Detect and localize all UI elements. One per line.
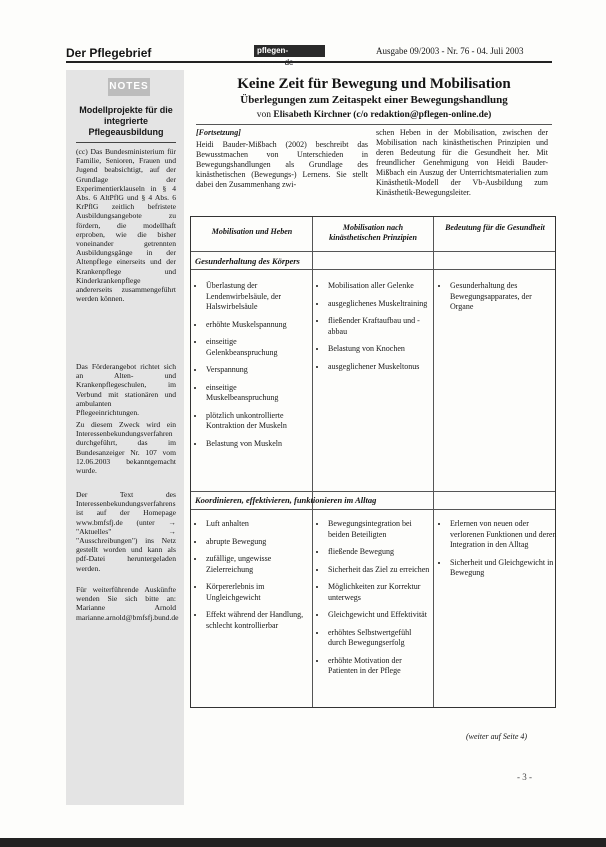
list-item: • Belastung von Muskeln	[205, 439, 309, 450]
list-item: • Körpererlebnis im Ungleichgewicht	[205, 582, 309, 603]
table-header-3: Bedeutung für die Gesundheit	[445, 223, 545, 232]
list-item: • einseitige Muskelbeanspruchung	[205, 383, 309, 404]
site-logo	[254, 45, 325, 57]
list-item: • Luft anhalten	[205, 519, 309, 530]
sidebar-paragraph-1: (cc) Das Bundesministerium für Familie, Senioren, Frauen und Jugend beabsichtigt, auf der Grundlage der Experimentierklauseln in § 4 Abs. 6 AltPflG und § 4 Abs. 6 KrPflG zeitlich befristete Ausbildungsangebote zu fördern, die modellhaft erproben, wie die bisher voneinander getrennten Ausbildungsgänge in der Altenpflege einerseits und der Krankenpflege und Kinderkrankenpflege andererseits zusammengeführt werden können.	[76, 147, 176, 304]
left-column-text: Heidi Bauder-Mißbach (2002) beschreibt das Bewusstmachen von Unterschieden in Bewegungshandlungen als Grundlage des kinästhetischen (Bewegungs-) Lernens. Sie stellt dabei den Zusammenhang zwi-	[196, 140, 368, 189]
list-item: • zufällige, ungewisse Zielerreichung	[205, 554, 309, 575]
author-name: Elisabeth Kirchner (c/o redaktion@pflegen-online.de)	[273, 110, 492, 120]
sidebar-paragraph-2: Das Förderangebot richtet sich an Alten- und Krankenpflegeschulen, im Verbund mit stationären und ambulanten Pflegeeinrichtungen.	[76, 362, 176, 418]
article-subtitle: Überlegungen zum Zeitaspekt einer Bewegungshandlung	[240, 94, 508, 106]
list-item: • Bewegungsintegration bei beiden Beteiligten	[327, 519, 431, 540]
list-item: • fließender Kraftaufbau und -abbau	[327, 316, 431, 337]
list-item: • erhöhtes Selbstwertgefühl durch Bewegungserfolg	[327, 628, 431, 649]
list-item: • ausgeglichenes Muskeltraining	[327, 299, 431, 310]
notes-badge: NOTES	[108, 78, 150, 96]
continuation-label: [Fortsetzung]	[196, 128, 241, 137]
list-item: • Mobilisation aller Gelenke	[327, 281, 431, 292]
author-prefix: von	[256, 110, 272, 120]
scan-edge	[0, 838, 606, 847]
header-rule	[66, 61, 552, 63]
section-title-2: Koordinieren, effektivieren, funktionieren im Alltag	[195, 495, 377, 505]
comparison-table	[190, 216, 556, 708]
list-item: • plötzlich unkontrollierte Kontraktion der Muskeln	[205, 411, 309, 432]
article-column-left	[196, 128, 368, 190]
article-rule	[196, 124, 552, 125]
continued-note: (weiter auf Seite 4)	[466, 732, 528, 741]
table-header-1: Mobilisation und Heben	[211, 227, 293, 236]
list-item: • Erlernen von neuen oder verlorenen Funktionen und deren Integration in den Alltag	[449, 519, 557, 551]
list-item: • Überlastung der Lendenwirbelsäule, der Halswirbelsäule	[205, 281, 309, 313]
list-item: • Sicherheit das Ziel zu erreichen	[327, 565, 431, 576]
list-item: • abrupte Bewegung	[205, 537, 309, 548]
logo-text: pflegen-	[257, 46, 289, 55]
section-2-col-1	[195, 519, 309, 638]
section-1-col-1	[195, 281, 309, 456]
list-item: • Belastung von Knochen	[327, 344, 431, 355]
list-item: • Möglichkeiten zur Korrektur unterwegs	[327, 582, 431, 603]
list-item: • fließende Bewegung	[327, 547, 431, 558]
section-title-1: Gesunderhaltung des Körpers	[195, 256, 300, 266]
list-item: • Verspannung	[205, 365, 309, 376]
list-item: • Sicherheit und Gleichgewicht in Bewegung	[449, 558, 557, 579]
list-item: • Gesunderhaltung des Bewegungsapparates, der Organe	[449, 281, 553, 313]
section-1-col-3	[439, 281, 553, 320]
sidebar-divider	[76, 142, 176, 143]
list-item: • ausgeglichener Muskeltonus	[327, 362, 431, 373]
sidebar-paragraph-4: Der Text des Interessenbekundungsverfahrens ist auf der Homepage www.bmfsfj.de (unter → "Aktuelles" → "Ausschreibungen") ins Netz gestellt worden und kann als pdf-Datei heruntergeladen werden.	[76, 490, 176, 573]
section-2-col-3	[439, 519, 557, 586]
sidebar-paragraph-5: Für weiterführende Auskünfte wenden Sie sich bitte an: Marianne Arnold marianne.arnold@bmfsfj.bund.de	[76, 585, 179, 622]
list-item: • erhöhte Motivation der Patienten in der Pflege	[327, 656, 431, 677]
list-item: • Gleichgewicht und Effektivität	[327, 610, 431, 621]
section-1-col-2	[317, 281, 431, 379]
sidebar-paragraph-3: Zu diesem Zweck wird ein Interessenbekundungsverfahren durchgeführt, das im Bundesanzeiger Nr. 107 vom 12.06.2003 bekanntgemacht wurde.	[76, 420, 176, 476]
page-number: - 3 -	[517, 772, 532, 782]
table-header-rule	[191, 251, 555, 252]
section-rule-2	[191, 509, 555, 510]
sidebar-title: Modellprojekte für die integrierte Pflegeausbildung	[79, 105, 173, 137]
publication-name: Der Pflegebrief	[66, 46, 152, 60]
section-2-col-2	[317, 519, 431, 684]
article-column-right: schen Heben in der Mobilisation, zwischen der Mobilisation nach kinästhetischen Prinzipien und deren Bedeutung für die Gesundheit her. Mit freundlicher Genehmigung von Heidi Bauder-Mißbach ein Auszug der Unterrichtsmaterialien zum Kinästhetik-Modell der Vb-Ausbildung zum Kinästhetik-Bewegungsleiter.	[376, 128, 548, 197]
table-column-divider-1	[312, 217, 313, 707]
table-header-2: Mobilisation nach kinästhetischen Prinzipien	[329, 223, 417, 242]
article-title: Keine Zeit für Bewegung und Mobilisation	[237, 76, 511, 92]
issue-info: Ausgabe 09/2003 - Nr. 76 - 04. Juli 2003	[376, 46, 524, 56]
table-column-divider-2	[433, 217, 434, 707]
section-rule-2-top	[191, 491, 555, 492]
list-item: • erhöhte Muskelspannung	[205, 320, 309, 331]
section-rule-1	[191, 269, 555, 270]
article-author	[196, 110, 552, 120]
list-item: • Effekt während der Handlung, schlecht kontrollierbar	[205, 610, 309, 631]
list-item: • einseitige Gelenkbeanspruchung	[205, 337, 309, 358]
